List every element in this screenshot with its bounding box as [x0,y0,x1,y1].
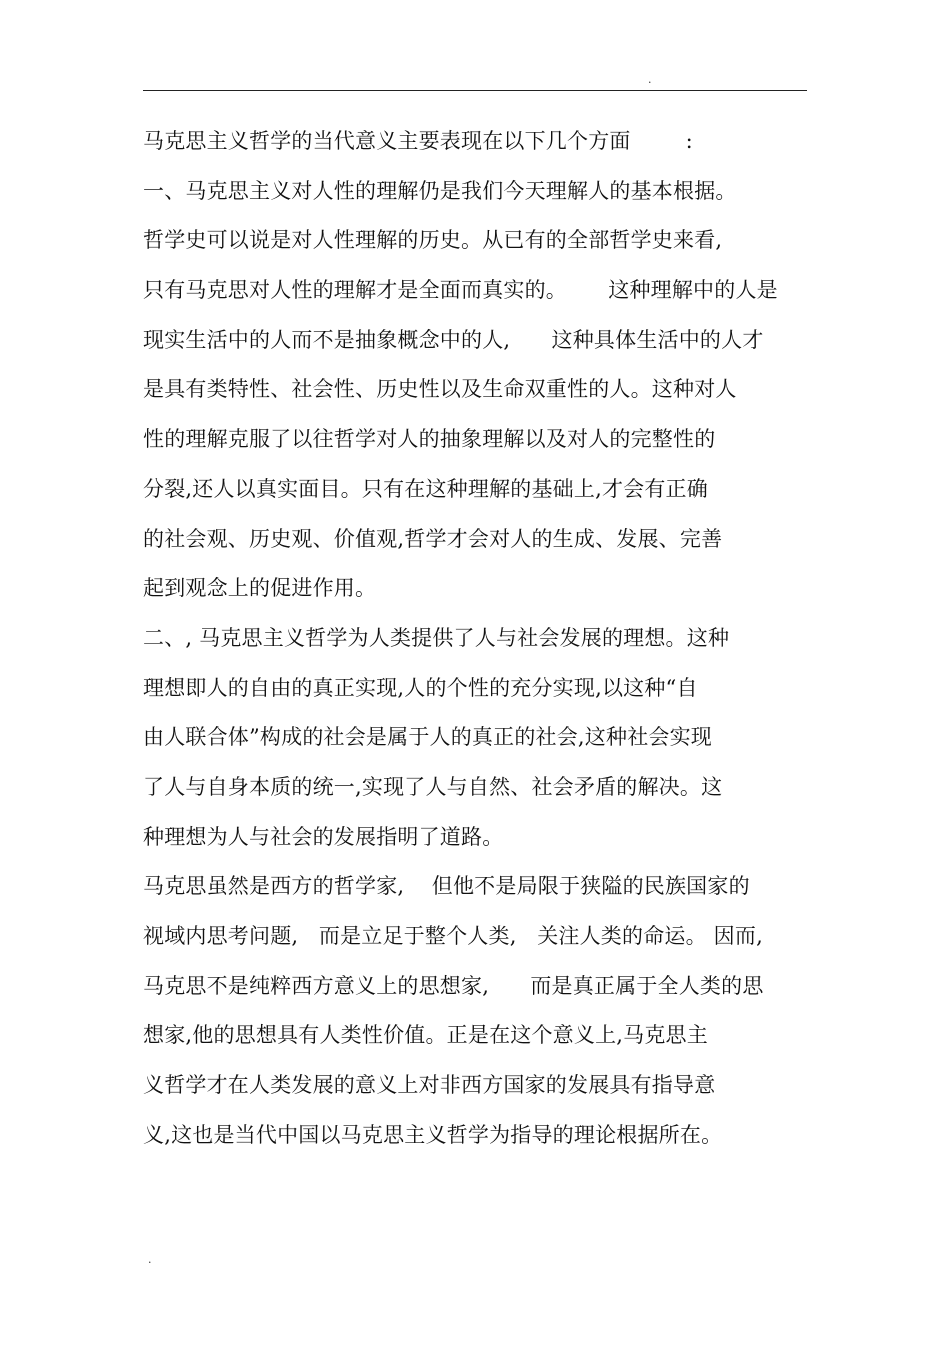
text-line-18: 马克思不是纯粹西方意义上的思想家, 而是真正属于全人类的思 [143,973,764,998]
text-line-10: 起到观念上的促进作用。 [143,576,377,601]
text-line-19: 想家,他的思想具有人类性价值。正是在这个意义上,马克思主 [143,1023,708,1048]
text-line-8: 分裂,还人以真实面目。只有在这种理解的基础上,才会有正确 [143,476,708,501]
text-line-20: 义哲学才在人类发展的意义上对非西方国家的发展具有指导意 [143,1073,716,1098]
header-dot: . [648,73,652,86]
text-line-9: 的社会观、历史观、价值观,哲学才会对人的生成、发展、完善 [143,526,723,551]
text-line-7: 性的理解克服了以往哲学对人的抽象理解以及对人的完整性的 [143,427,716,452]
footer-dot: . [148,1253,152,1266]
text-line-6: 是具有类特性、社会性、历史性以及生命双重性的人。这种对人 [143,377,737,402]
text-line-17: 视域内思考问题, 而是立足于整个人类, 关注人类的命运。 因而, [143,924,763,948]
text-line-12: 理想即人的自由的真正实现,人的个性的充分实现,以这种“自 [143,675,698,700]
text-line-4: 只有马克思对人性的理解才是全面而真实的。 这种理解中的人是 [143,278,778,303]
text-line-5: 现实生活中的人而不是抽象概念中的人, 这种具体生活中的人才 [143,327,764,352]
text-line-1: 马克思主义哲学的当代意义主要表现在以下几个方面 : [143,129,693,153]
text-line-16: 马克思虽然是西方的哲学家, 但他不是局限于狭隘的民族国家的 [143,874,750,899]
text-line-11: 二、, 马克思主义哲学为人类提供了人与社会发展的理想。这种 [143,625,730,650]
text-line-2: 一、马克思主义对人性的理解仍是我们今天理解人的基本根据。 [143,178,737,203]
body-text [143,121,807,1164]
text-line-13: 由人联合体”构成的社会是属于人的真正的社会,这种社会实现 [143,725,713,750]
text-line-21: 义,这也是当代中国以马克思主义哲学为指导的理论根据所在。 [143,1122,723,1147]
text-line-3: 哲学史可以说是对人性理解的历史。从已有的全部哲学史来看, [143,228,723,253]
text-line-15: 种理想为人与社会的发展指明了道路。 [143,824,504,849]
header-rule [143,90,807,91]
text-line-14: 了人与自身本质的统一,实现了人与自然、社会矛盾的解决。这 [143,774,723,799]
